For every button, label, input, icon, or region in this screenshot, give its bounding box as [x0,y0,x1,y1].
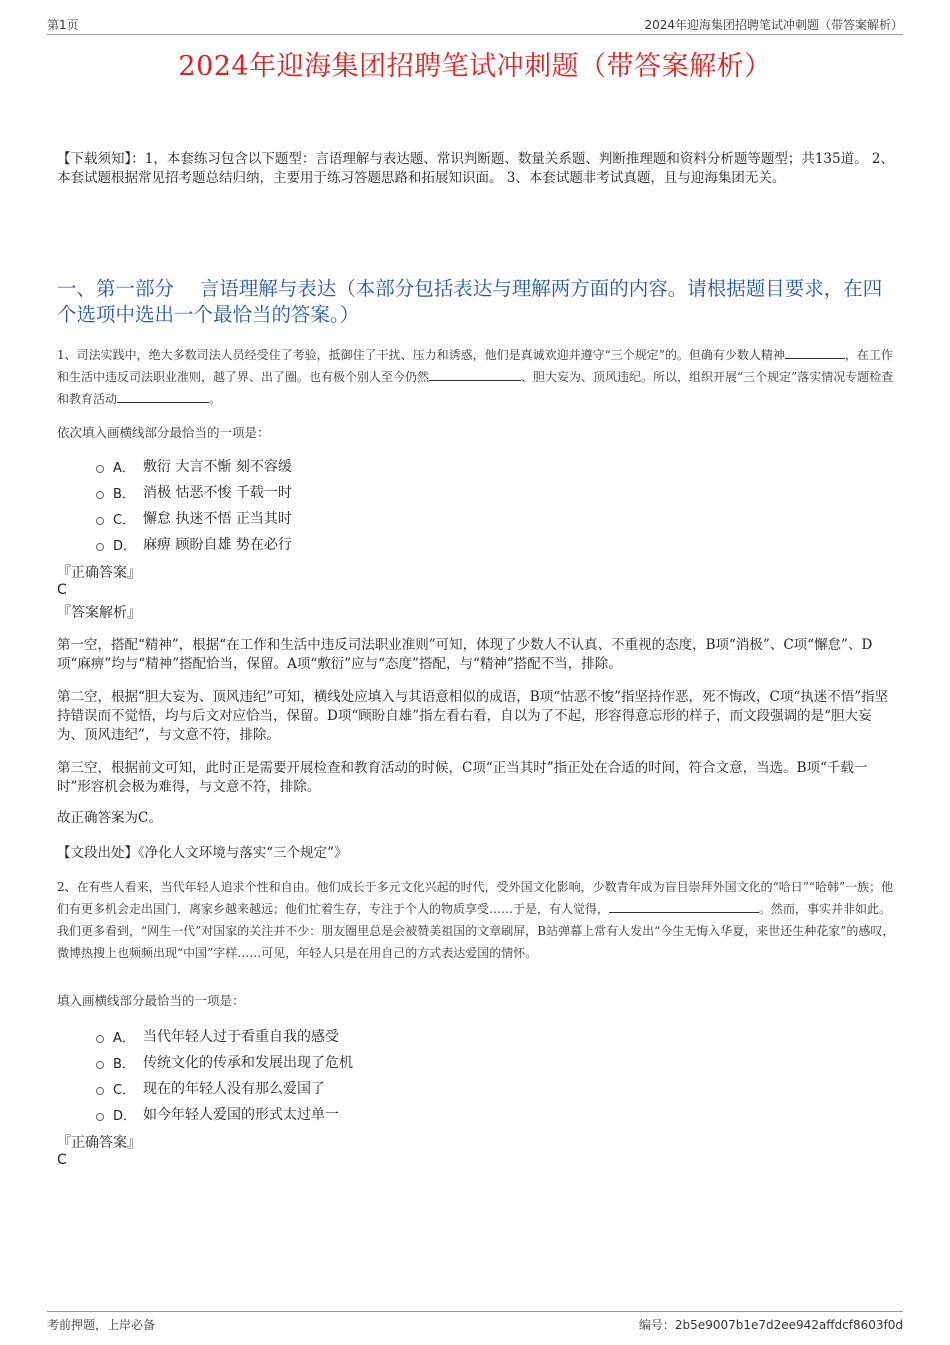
analysis-paragraph-2: 第二空，根据“胆大妄为、顶风违纪”可知，横线处应填入与其语意相似的成语，B项“怙恶不悛”指坚持作恶，死不悔改，C项“执迷不悟”指坚持错误而不觉悟，均与后文对应恰当，保留。D项“顾盼自雄”指左看右看，自以为了不起，形容得意忘形的样子，而文段强调的是“胆大妄为、顶风违纪”，与文意不符，排除。 [57,689,889,743]
radio-icon[interactable] [96,1087,104,1095]
option-a[interactable]: A． 敷衍 大言不惭 刻不容缓 [96,453,292,479]
radio-icon[interactable] [96,543,104,551]
question-1-options [96,453,292,557]
section-title: 一、第一部分 言语理解与表达（本部分包括表达与理解两方面的内容。请根据题目要求，在四个选项中选出一个最恰当的答案。） [57,277,883,326]
radio-icon[interactable] [96,491,104,499]
footer-slogan: 考前押题，上岸必备 [47,1318,156,1332]
analysis-paragraph-3: 第三空，根据前文可知，此时正是需要开展检查和教育活动的时候，C项“正当其时”指正处在合适的时间，符合文意，当选。B项“千载一时”形容机会极为难得，与文意不符，排除。 [57,760,868,795]
question-2-text: 2、在有些人看来，当代年轻人追求个性和自由。他们成长于多元文化兴起的时代，受外国文化影响，少数青年成为盲目崇拜外国文化的“哈日”“哈韩”一族；他们有更多机会走出国门，离家乡越来越远；他们忙着生存，专注于个人的物质享受……于是，有人觉得， 。然而，事实并非如此。我们更多看到，“网生一代”对国家的关注并不少：朋友圈里总是会被赞美祖国的文章刷屏，B站弹幕上常有人发出“今生无悔入华夏，来世还生种花家”的感叹，微博热搜上也频频出现“中国”字样……可见，年轻人只是在用自己的方式表达爱国的情怀。 [57,880,895,960]
question-1-prompt: 依次填入画横线部分最恰当的一项是： [57,425,270,440]
option-d[interactable]: D． 如今年轻人爱国的形式太过单一 [96,1101,353,1127]
answer-value: C [57,1152,67,1168]
analysis-conclusion: 故正确答案为C。 [57,810,162,826]
question-2-prompt: 填入画横线部分最恰当的一项是： [57,993,245,1008]
option-c[interactable]: C． 懈怠 执迷不悟 正当其时 [96,505,292,531]
answer-label: 『正确答案』 [57,565,141,581]
blank-3 [117,388,209,403]
download-notice: 【下载须知】：1，本套练习包含以下题型：言语理解与表达题、常识判断题、数量关系题、判断推理题和资料分析题等题型；共135道。 2、本套试题根据常见招考题总结归纳，主要用于练习答题思路和拓展知识面。 3、本套试题非考试真题，且与迎海集团无关。 [57,151,894,186]
radio-icon[interactable] [96,1113,104,1121]
analysis-paragraph-1: 第一空，搭配“精神”，根据“在工作和生活中违反司法职业准则”可知，体现了少数人不认真、不重视的态度，B项“消极”、C项“懈怠”、D项“麻痹”均与“精神”搭配恰当，保留。A项“敷衍”应与“态度”搭配，与“精神”搭配不当，排除。 [57,637,873,672]
document-title: 2024年迎海集团招聘笔试冲刺题（带答案解析） [178,51,772,82]
option-c[interactable]: C． 现在的年轻人没有那么爱国了 [96,1075,353,1101]
answer-label: 『正确答案』 [57,1135,141,1151]
page-header [47,14,903,35]
page-number: 第1页 [47,18,79,32]
blank-1 [785,344,845,359]
document-code: 编号：2b5e9007b1e7d2ee942affdcf8603f0d [638,1318,903,1332]
text-source: 【文段出处】《净化人文环境与落实“三个规定”》 [57,845,348,861]
option-d[interactable]: D． 麻痹 顾盼自雄 势在必行 [96,531,292,557]
page-footer [47,1311,903,1336]
option-b[interactable]: B． 传统文化的传承和发展出现了危机 [96,1049,353,1075]
option-a[interactable]: A． 当代年轻人过于看重自我的感受 [96,1023,353,1049]
header-doc-title: 2024年迎海集团招聘笔试冲刺题（带答案解析） [644,18,903,32]
question-1-text: 1、司法实践中，绝大多数司法人员经受住了考验，抵御住了干扰、压力和诱惑，他们是真诚欢迎并遵守“三个规定”的。但确有少数人精神 ，在工作和生活中违反司法职业准则，越了界、出了圈。也有极个别人至今仍然 、胆大妄为、顶风违纪。所以，组织开展“三个规定”落实情况专题检查和教育活动 。 [57,344,895,410]
blank-1 [609,898,759,913]
question-2-options [96,1023,353,1127]
radio-icon[interactable] [96,1061,104,1069]
analysis-label: 『答案解析』 [57,605,141,621]
blank-2 [429,366,521,381]
radio-icon[interactable] [96,1035,104,1043]
radio-icon[interactable] [96,517,104,525]
option-b[interactable]: B． 消极 怙恶不悛 千载一时 [96,479,292,505]
answer-value: C [57,582,67,598]
radio-icon[interactable] [96,465,104,473]
